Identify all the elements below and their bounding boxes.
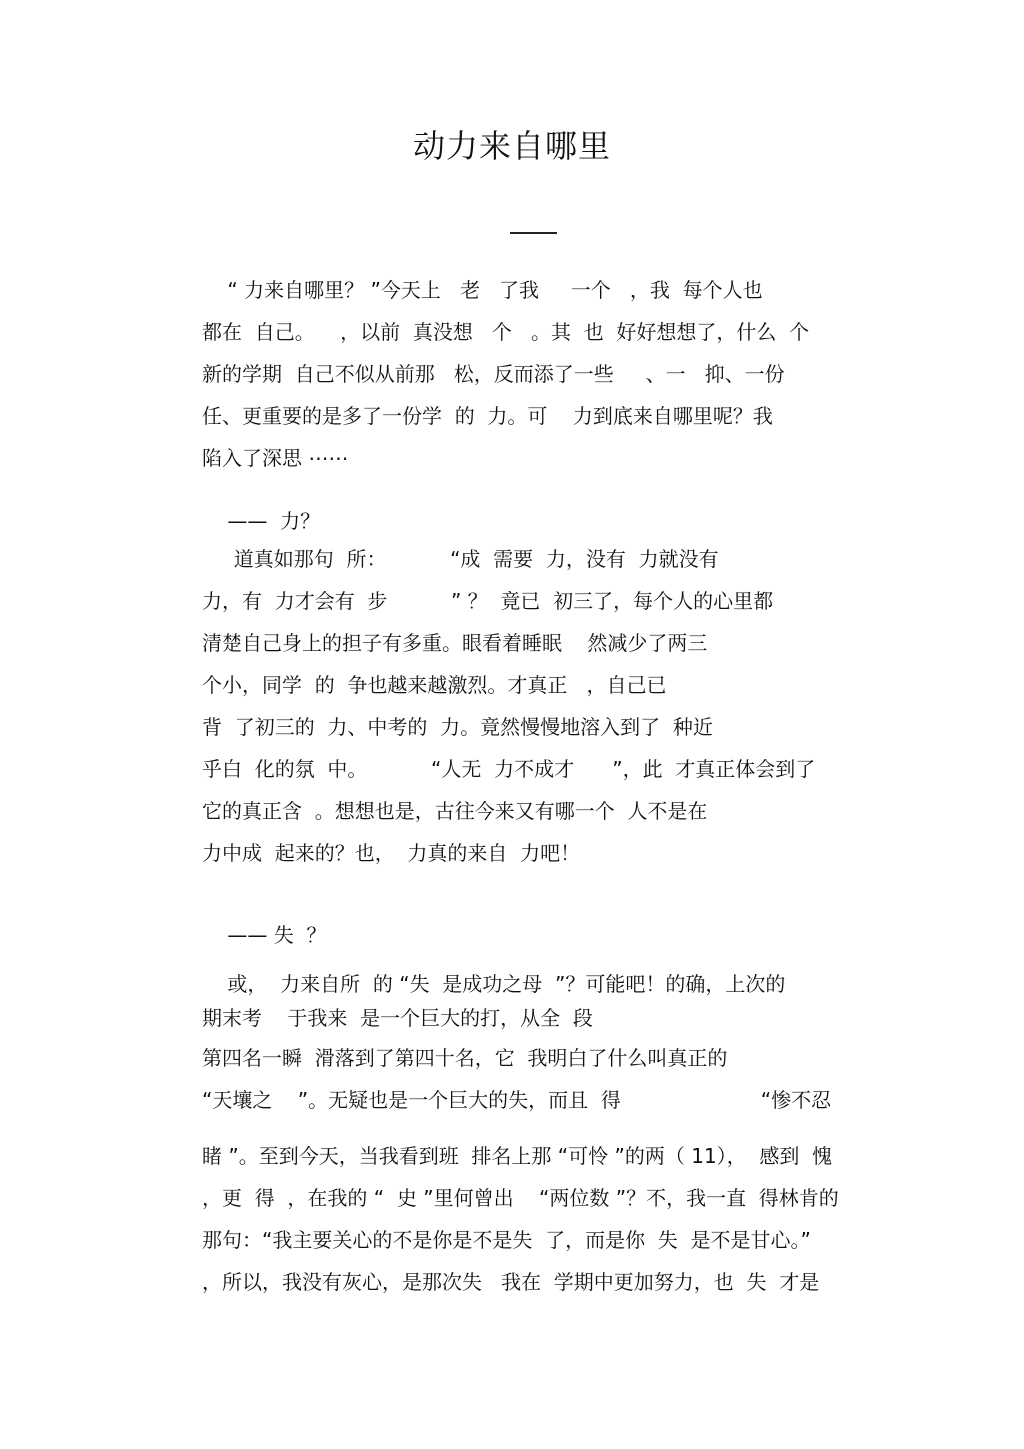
title-divider <box>510 232 557 234</box>
text-line: 它的真正含 。想想也是，古往今来又有哪一个 人不是在 <box>202 799 708 823</box>
text-line: 睹 ”。至到今天，当我看到班 排名上那 “可怜 ”的两（ 11）， 感到 愧 <box>202 1144 833 1168</box>
text-line: “天壤之 ”。无疑也是一个巨大的失，而且 得 “惨不忍 <box>202 1088 832 1112</box>
text-line: 个小，同学 的 争也越来越激烈。才真正 ，自己已 <box>202 673 667 697</box>
section-heading: —— 力？ <box>202 509 321 533</box>
text-line: “ 力来自哪里？ ”今天上 老 了我 一个 ，我 每个人也 <box>202 278 763 302</box>
text-line: 期末考 于我来 是一个巨大的打，从全 段 <box>202 1006 593 1030</box>
text-line: 都在 自己。 ，以前 真没想 个 。其 也 好好想想了，什么 个 <box>202 320 810 344</box>
text-line: ，更 得 ，在我的 “ 史 ”里何曾出 “两位数 ”？不，我一直 得林肯的 <box>202 1186 839 1210</box>
text-line: 新的学期 自己不似从前那 松，反而添了一些 、一 抑、一份 <box>202 362 785 386</box>
text-line: 力中成 起来的？也， 力真的来自 力吧！ <box>202 841 581 865</box>
text-line: 道真如那句 所： “成 需要 力，没有 力就没有 <box>202 547 719 571</box>
text-line: 陷入了深思 ⋯⋯ <box>202 446 349 470</box>
text-line: 乎白 化的氛 中。 “人无 力不成才 ”，此 才真正体会到了 <box>202 757 816 781</box>
text-line: 任、更重要的是多了一份学 的 力。可 力到底来自哪里呢？我 <box>202 404 773 428</box>
section-heading: —— 失 ？ <box>202 923 327 947</box>
text-line: 清楚自己身上的担子有多重。眼看着睡眠 然减少了两三 <box>202 631 708 655</box>
text-line: 力，有 力才会有 步 ” ？ 竟已 初三了，每个人的心里都 <box>202 589 774 613</box>
text-line: 第四名一瞬 滑落到了第四十名，它 我明白了什么叫真正的 <box>202 1046 728 1070</box>
text-line: 那句：“我主要关心的不是你是不是失 了，而是你 失 是不是甘心。” <box>202 1228 811 1252</box>
text-line: ，所以，我没有灰心，是那次失 我在 学期中更加努力，也 失 才是 <box>202 1270 820 1294</box>
document-title: 动力来自哪里 <box>412 127 611 165</box>
text-line: 或， 力来自所 的 “失 是成功之母 ”？可能吧！的确，上次的 <box>202 972 786 996</box>
text-line: 背 了初三的 力、中考的 力。竟然慢慢地溶入到了 种近 <box>202 715 713 739</box>
